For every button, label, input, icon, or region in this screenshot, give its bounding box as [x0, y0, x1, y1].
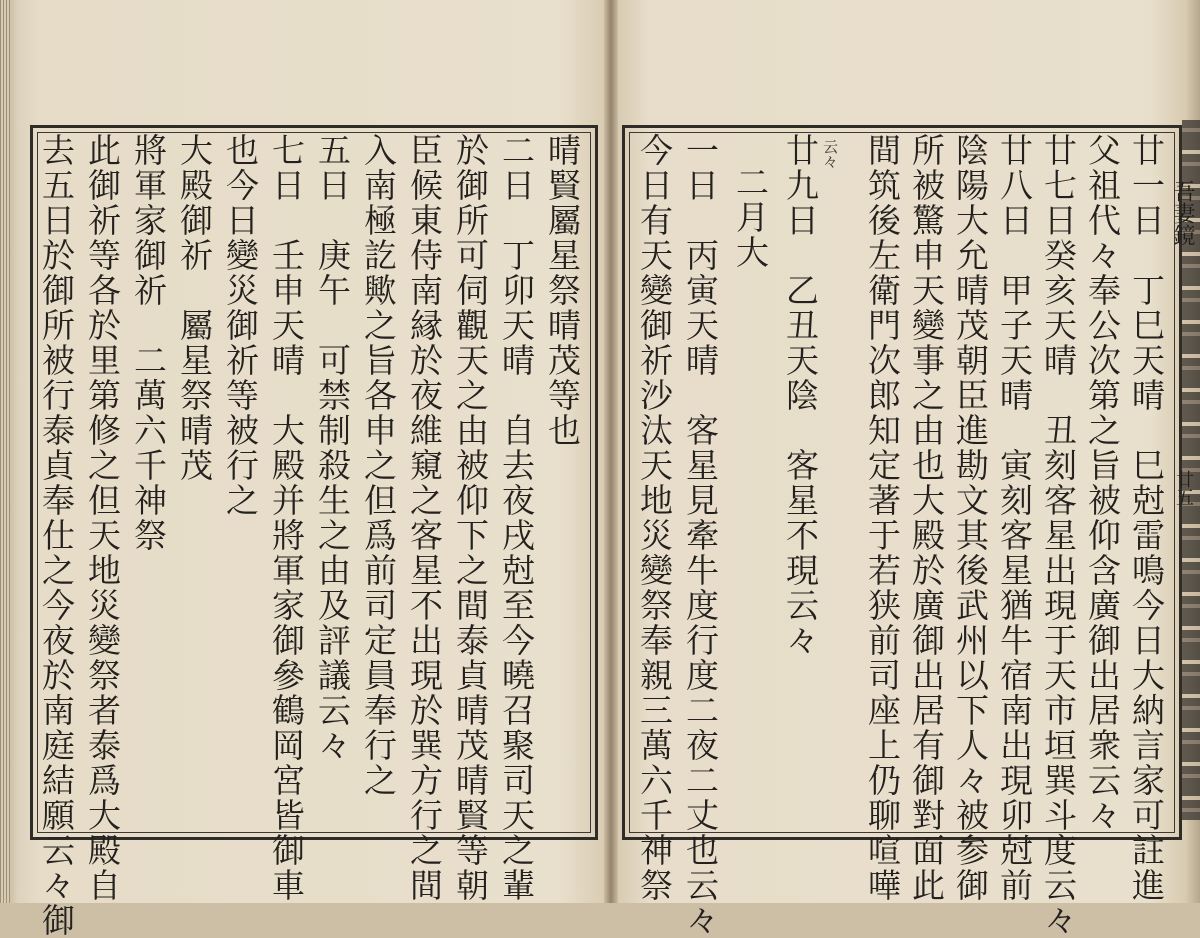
text-column: 間筑後左衛門次郎知定著于若狭前司座上仍聊喧嘩	[863, 133, 902, 903]
text-column: 七日 壬申天晴 大殿并將軍家御參鶴岡宮皆御車	[267, 133, 306, 903]
text-column: 五日 庚午 可禁制殺生之由及評議云々	[313, 133, 352, 763]
text-column: 廿一日 丁巳天晴 巳尅雷鳴今日大納言家可註進	[1127, 133, 1166, 903]
text-column: 大殿御祈 屬星祭晴茂	[175, 133, 214, 483]
text-column: 二月大	[731, 165, 770, 270]
text-column: 云々	[821, 139, 839, 169]
right-page	[622, 125, 1182, 938]
text-column: 一日 丙寅天晴 客星見牽牛度行度二夜二丈也云々	[681, 133, 720, 938]
text-column: 父祖代々奉公次第之旨被仰含廣御出居衆云々	[1083, 133, 1122, 833]
text-column: 所被驚申天變事之由也大殿於廣御出居有御對面此	[907, 133, 946, 903]
text-column: 今日有天變御祈沙汰天地災變祭奉親三萬六千神祭	[635, 133, 674, 903]
text-column: 廿七日癸亥天晴 丑刻客星出現于天市垣巽斗度云々	[1039, 133, 1078, 938]
text-column: 去五日於御所被行泰貞奉仕之今夜於南庭結願云々御	[37, 133, 76, 938]
margin-title: 吾妻鏡	[1170, 180, 1195, 246]
text-column: 將軍家御祈 二萬六千神祭	[129, 133, 168, 553]
text-column: 也今日變災御祈等被行之	[221, 133, 260, 518]
text-column: 廿八日 甲子天晴 寅刻客星猶牛宿南出現卯尅前	[995, 133, 1034, 903]
text-column: 陰陽大允晴茂朝臣進勘文其後武州以下人々被参御	[951, 133, 990, 903]
text-column: 入南極訖歟之旨各申之但爲前司定員奉行之	[359, 133, 398, 798]
text-column: 二日 丁卯天晴 自去夜戌尅至今曉召聚司天之輩	[497, 133, 536, 903]
text-column: 此御祈等各於里第修之但天地災變祭者泰爲大殿自	[83, 133, 122, 903]
text-column: 臣候東侍南縁於夜維窺之客星不出現於巽方行之間	[405, 133, 444, 903]
text-column: 廿九日 乙丑天陰 客星不現云々	[781, 133, 820, 658]
book-gutter	[604, 0, 618, 903]
text-column: 晴賢屬星祭晴茂等也	[543, 133, 582, 448]
page-edge	[0, 0, 10, 903]
text-column: 於御所可伺觀天之由被仰下之間泰貞晴茂晴賢等朝	[451, 133, 490, 903]
left-page	[30, 125, 598, 938]
margin-page-number: 廿五	[1173, 470, 1194, 506]
